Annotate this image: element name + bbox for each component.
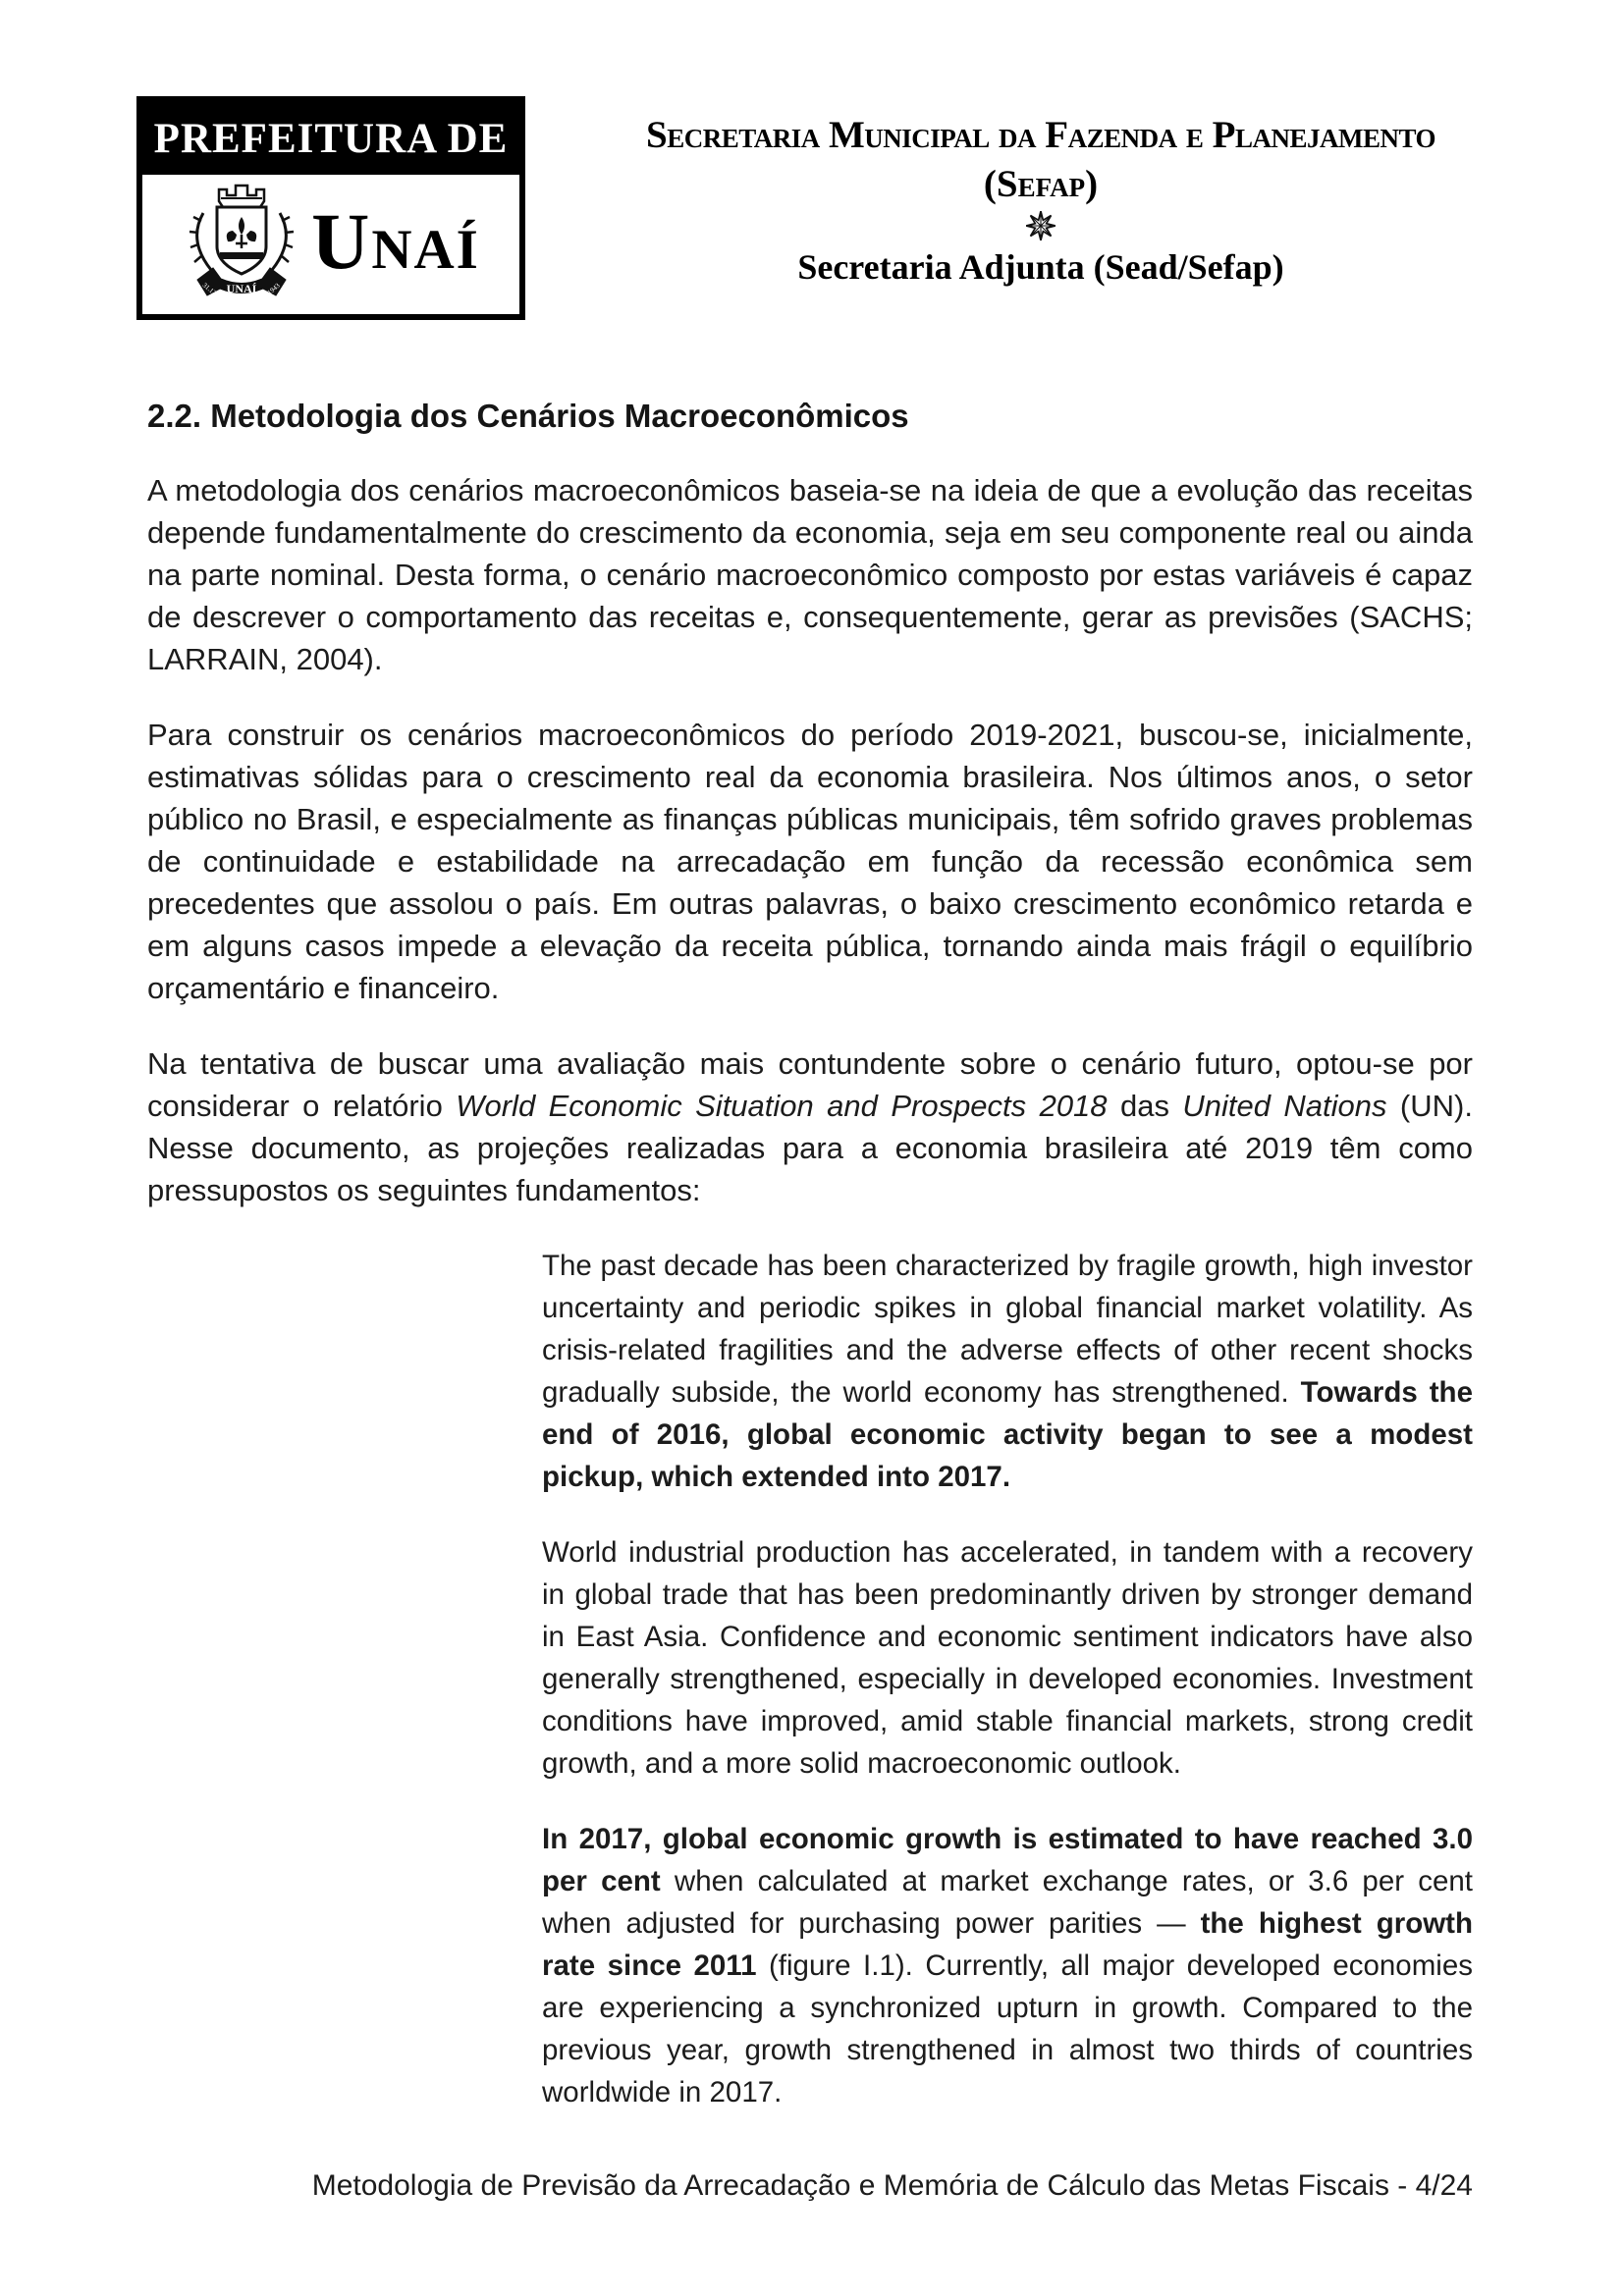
text-segment: Towards the end of 2016, global economic activity began to see a modest pickup, which extended into 2017. [542,1376,1473,1493]
section-heading: 2.2. Metodologia dos Cenários Macroeconômicos [147,398,909,434]
text-segment: Para construir os cenários macroeconômicos do período 2019-2021, buscou-se, inicialmente, estimativas sólidas para o crescimento real da economia brasileira. Nos últimos anos, o setor público no Brasil, e especialmente as finanças públicas municipais, têm sofrido graves problemas de continuidade e estabilidade na arrecadação em função da recessão econômica sem precedentes que assolou o país. Em outras palavras, o baixo crescimento econômico retarda e em alguns casos impede a elevação da receita pública, tornando ainda mais frágil o equilíbrio orçamentário e financeiro. [147,718,1473,1005]
municipality-logo [136,96,525,320]
document-content [147,397,1473,2147]
text-segment: World industrial production has accelerated, in tandem with a recovery in global trade that has been predominantly driven by stronger demand in East Asia. Confidence and economic sentiment indicators have also generally strengthened, especially in developed economies. Investment conditions have improved, amid stable financial markets, strong credit growth, and a more solid macroeconomic outlook. [542,1536,1473,1780]
document-body [147,469,1473,2113]
text-segment: United Nations [1182,1089,1387,1123]
text-segment: (UN). Nesse documento, as projeções realizadas para a economia brasileira até 2019 têm como pressupostos os seguintes fundamentos: [147,1089,1473,1207]
header-star-row [569,210,1512,241]
eight-pointed-star-icon [1025,210,1056,241]
text-segment: when calculated at market exchange rates, or 3.6 per cent when adjusted for purchasing power parities — [542,1865,1473,1940]
emblem-ribbon-right-date: 1943 [265,281,282,297]
text-segment: the highest growth rate since 2011 [542,1907,1473,1982]
text-segment: In 2017, global economic growth is estimated to have reached 3.0 per cent [542,1823,1473,1897]
emblem-ribbon-text: UNAÍ [226,282,257,295]
header-sub-department: Secretaria Adjunta (Sead/Sefap) [797,246,1284,287]
block-quote [542,1531,1473,1785]
logo-city-name: Unaí [311,196,480,286]
coat-of-arms-icon [182,178,301,311]
text-segment: World Economic Situation and Prospects 2018 [456,1089,1108,1123]
block-quote [542,1245,1473,1498]
text-segment: The past decade has been characterized by fragile growth, high investor uncertainty and periodic spikes in global financial market volatility. As crisis-related fragilities and the adverse effects of other recent shocks gradually subside, the world economy has strengthened. [542,1250,1473,1409]
body-paragraph [147,1042,1473,1211]
body-paragraph [147,469,1473,680]
body-paragraph [147,714,1473,1009]
logo-body [142,175,519,314]
logo-top-label: PREFEITURA DE [142,102,519,175]
emblem-ribbon-left-date: 31.12 [200,281,219,297]
text-segment: Na tentativa de buscar uma avaliação mais contundente sobre o cenário futuro, optou-se por considerar o relatório [147,1046,1473,1123]
block-quote [542,1818,1473,2113]
document-header [569,114,1512,288]
header-department-title: Secretaria Municipal da Fazenda e Planejamento [646,114,1435,156]
header-acronym: (Sefap) [983,162,1099,205]
text-segment: (figure I.1). Currently, all major developed economies are experiencing a synchronized upturn in growth. Compared to the previous year, growth strengthened in almost two thirds of countries worldwide in 2017. [542,1949,1473,2109]
text-segment: das [1107,1089,1183,1123]
text-segment: A metodologia dos cenários macroeconômicos baseia-se na ideia de que a evolução das receitas depende fundamentalmente do crescimento da economia, seja em seu componente real ou ainda na parte nominal. Desta forma, o cenário macroeconômico composto por estas variáveis é capaz de descrever o comportamento das receitas e, consequentemente, gerar as previsões (SACHS; LARRAIN, 2004). [147,473,1473,676]
page-footer: Metodologia de Previsão da Arrecadação e Memória de Cálculo das Metas Fiscais - 4/24 [311,2169,1473,2202]
